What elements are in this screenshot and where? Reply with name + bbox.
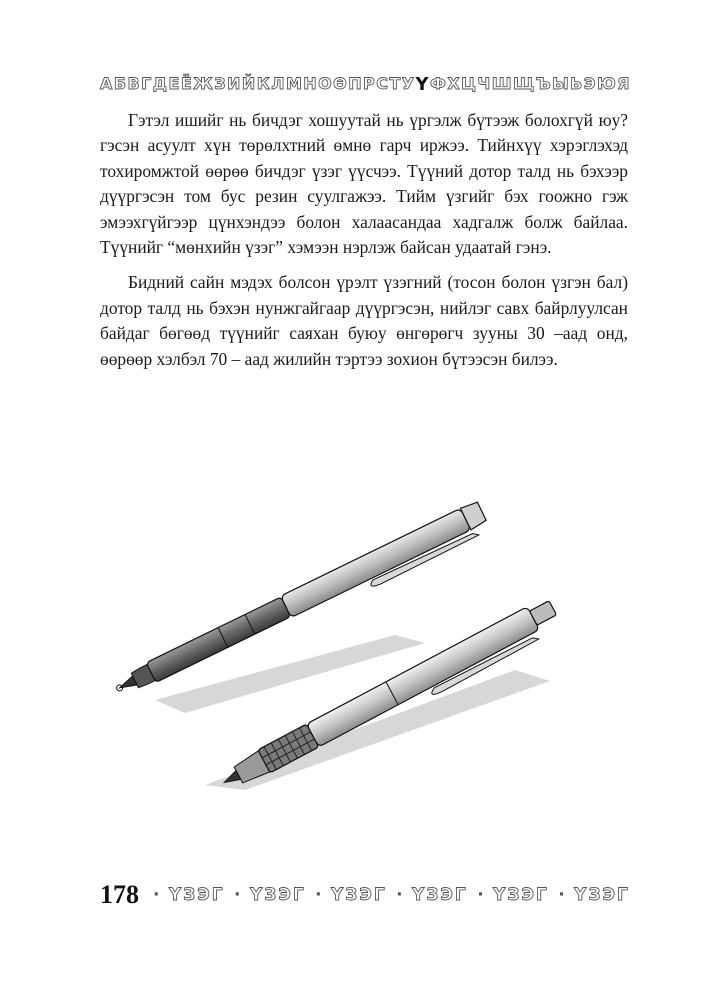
alphabet-letter: Ы bbox=[552, 74, 569, 93]
separator-dot: · bbox=[477, 885, 484, 905]
alphabet-letter: М bbox=[285, 74, 302, 93]
alphabet-letter: Б bbox=[113, 74, 127, 93]
pens-illustration bbox=[95, 485, 635, 795]
alphabet-letter: А bbox=[100, 74, 113, 93]
alphabet-letter: Т bbox=[389, 74, 401, 93]
paragraph: Гэтэл ишийг нь бичдэг хошуутай нь үргэлж бүтээж болохгүй юу? гэсэн асуулт хүн төрөлхтний өмнө гарч иржээ. Тийнхүү хэрэглэхэд тохиромжтой өөрөө бичдэг үзэг үүсчээ. Түүний дотор талд нь бэхээр дүүргэсэн том бус резин суулгажээ. Тийм үзгийг бэх гоожно гэж эмээхгүйгээр цүнхэндээ болон халаасандаа хадгалж болж байлаа. Түүнийг “мөнхийн үзэг” хэмээн нэрлэж байсан удаатай гэнэ. bbox=[100, 110, 628, 258]
alphabet-letter: Я bbox=[617, 74, 630, 93]
alphabet-letter: Ж bbox=[193, 74, 213, 93]
alphabet-letter: Г bbox=[141, 74, 152, 93]
alphabet-header bbox=[100, 74, 630, 95]
alphabet-letter: Р bbox=[363, 74, 375, 93]
alphabet-letter: Х bbox=[447, 74, 460, 93]
running-head-word: ҮЗЭГ bbox=[574, 885, 630, 905]
alphabet-letter: З bbox=[214, 74, 226, 93]
alphabet-current-letter: Ү bbox=[415, 74, 429, 95]
alphabet-letter: Е bbox=[168, 74, 180, 93]
separator-dot: · bbox=[234, 885, 241, 905]
alphabet-letter: О bbox=[318, 74, 332, 93]
alphabet-letter: Э bbox=[583, 74, 596, 93]
paragraph: Бидний сайн мэдэх болсон үрэлт үзэгний (тосон болон үзгэн бал) дотор талд нь бэхэн нунжгайгаар дүүргэсэн, нийлэг савх байрлуулсан байдаг бөгөөд түүнийг саяхан буюу өнгөрөгч зууны 30 –аад онд, өөрөөр хэлбэл 70 – аад жилийн тэртээ зохион бүтээсэн билээ. bbox=[100, 272, 628, 369]
page-number: 178 bbox=[100, 880, 139, 909]
alphabet-letter: Ю bbox=[596, 74, 616, 93]
alphabet-letter: В bbox=[127, 74, 140, 93]
separator-dot: · bbox=[153, 885, 160, 905]
alphabet-letter: Л bbox=[271, 74, 285, 93]
alphabet-letter: Ч bbox=[477, 74, 491, 93]
separator-dot: · bbox=[558, 885, 565, 905]
alphabet-letter: Ө bbox=[333, 74, 347, 93]
separator-dot: · bbox=[315, 885, 322, 905]
alphabet-letter: Ъ bbox=[535, 74, 551, 93]
alphabet-letter: Й bbox=[241, 74, 256, 93]
footer bbox=[100, 880, 630, 910]
alphabet-letter: Щ bbox=[512, 74, 535, 93]
alphabet-letter: И bbox=[227, 74, 241, 93]
running-head-word: ҮЗЭГ bbox=[412, 885, 468, 905]
running-head-word: ҮЗЭГ bbox=[249, 885, 306, 905]
alphabet-letter: С bbox=[376, 74, 388, 93]
alphabet-letter: Д bbox=[152, 74, 167, 93]
body-text bbox=[100, 108, 628, 382]
alphabet-letter: Ь bbox=[570, 74, 583, 93]
running-head-word: ҮЗЭГ bbox=[168, 885, 225, 905]
alphabet-letter: Ш bbox=[491, 74, 512, 93]
alphabet-letter: Ф bbox=[430, 74, 446, 93]
alphabet-letter: П bbox=[348, 74, 362, 93]
alphabet-letter: Н bbox=[303, 74, 317, 93]
alphabet-letter: У bbox=[401, 74, 415, 93]
alphabet-letter: Ё bbox=[180, 74, 192, 93]
alphabet-letter: К bbox=[256, 74, 270, 93]
running-head-word: ҮЗЭГ bbox=[331, 885, 387, 905]
separator-dot: · bbox=[396, 885, 403, 905]
running-head-word: ҮЗЭГ bbox=[493, 885, 549, 905]
alphabet-letter: Ц bbox=[461, 74, 476, 93]
running-head bbox=[153, 885, 630, 905]
